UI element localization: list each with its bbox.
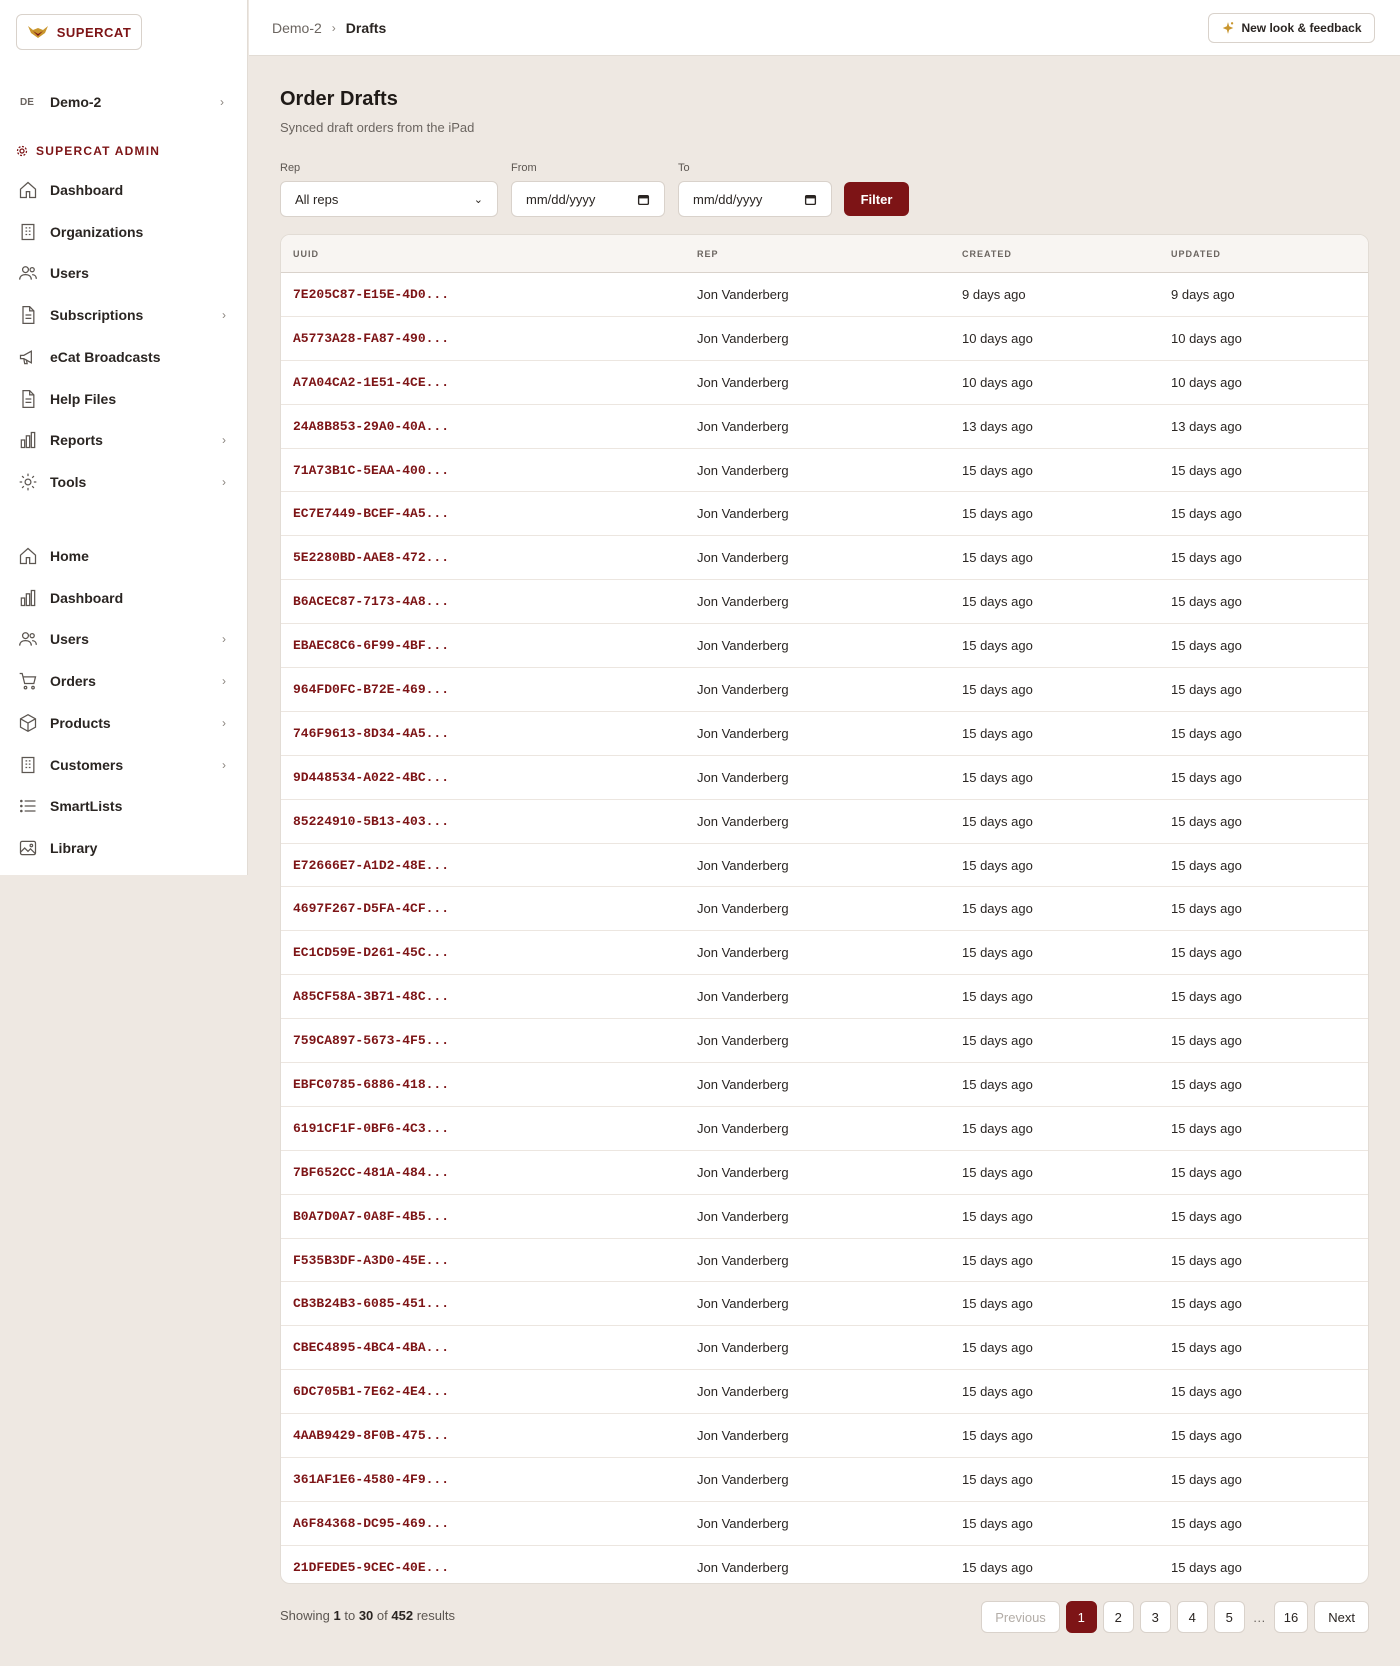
table-row[interactable] [281, 1414, 1368, 1458]
cell-rep: Jon Vanderberg [697, 769, 789, 785]
table-row[interactable] [281, 1107, 1368, 1151]
users-icon [16, 261, 40, 285]
showing-total: 452 [391, 1608, 414, 1623]
table-header [281, 235, 1368, 273]
cell-created: 15 days ago [962, 1164, 1033, 1180]
sidebar-item-dashboard[interactable] [0, 174, 248, 206]
chevron-right-icon: › [331, 20, 336, 35]
sidebar-item-label: Products [50, 714, 111, 731]
chevron-right-icon: › [222, 674, 226, 689]
supercat-logo-icon [27, 24, 49, 40]
cell-rep: Jon Vanderberg [697, 506, 789, 522]
column-header-created[interactable]: CREATED [962, 248, 1012, 259]
cell-updated: 15 days ago [1171, 594, 1242, 610]
cell-created: 15 days ago [962, 1560, 1033, 1576]
to-date-input[interactable] [678, 181, 832, 217]
drafts-table [280, 234, 1369, 1584]
cell-created: 15 days ago [962, 1340, 1033, 1356]
cell-uuid[interactable]: 6DC705B1-7E62-4E4... [293, 1384, 450, 1400]
home-icon [16, 178, 40, 202]
sidebar-item-tools[interactable] [0, 466, 248, 498]
cell-updated: 15 days ago [1171, 681, 1242, 697]
sidebar-item-dashboard[interactable] [0, 582, 248, 614]
building-icon [16, 753, 40, 777]
sidebar-item-label: Reports [50, 432, 103, 449]
sidebar-item-home[interactable] [0, 540, 248, 572]
rep-filter-label: Rep [280, 162, 301, 174]
sidebar-item-orders[interactable] [0, 665, 248, 697]
breadcrumb-current: Drafts [345, 19, 387, 36]
breadcrumb [272, 20, 386, 36]
table-row[interactable] [281, 800, 1368, 844]
table-row[interactable] [281, 1282, 1368, 1326]
cell-uuid[interactable]: 9D448534-A022-4BC... [293, 769, 450, 785]
cell-uuid[interactable]: 24A8B853-29A0-40A... [293, 418, 450, 434]
cell-updated: 15 days ago [1171, 989, 1242, 1005]
cell-rep: Jon Vanderberg [697, 1076, 789, 1092]
cell-uuid[interactable]: CBEC4895-4BC4-4BA... [293, 1340, 450, 1356]
rep-select[interactable] [280, 181, 498, 217]
bar-chart-icon [16, 586, 40, 610]
table-row[interactable] [281, 1458, 1368, 1502]
sidebar-item-label: Orders [50, 673, 96, 690]
cell-rep: Jon Vanderberg [697, 1428, 789, 1444]
cell-updated: 15 days ago [1171, 1471, 1242, 1487]
pagination-ellipsis: … [1252, 1609, 1266, 1625]
cell-uuid[interactable]: EC1CD59E-D261-45C... [293, 945, 450, 961]
previous-page-button[interactable]: Previous [981, 1601, 1060, 1633]
cell-created: 15 days ago [962, 945, 1033, 961]
chevron-right-icon: › [222, 757, 226, 772]
cell-created: 15 days ago [962, 1033, 1033, 1049]
table-row[interactable] [281, 1546, 1368, 1584]
cell-rep: Jon Vanderberg [697, 945, 789, 961]
cell-uuid[interactable]: 746F9613-8D34-4A5... [293, 725, 450, 741]
cell-created: 15 days ago [962, 594, 1033, 610]
cell-updated: 15 days ago [1171, 1428, 1242, 1444]
sidebar-item-label: eCat Broadcasts [50, 348, 161, 365]
cell-updated: 15 days ago [1171, 857, 1242, 873]
page-button-last[interactable]: 16 [1274, 1601, 1308, 1633]
cell-updated: 15 days ago [1171, 1340, 1242, 1356]
sidebar-item-label: Subscriptions [50, 307, 144, 324]
table-row[interactable] [281, 1019, 1368, 1063]
gear-icon [16, 470, 40, 494]
table-row[interactable] [281, 1151, 1368, 1195]
table-row[interactable] [281, 712, 1368, 756]
table-row[interactable] [281, 844, 1368, 888]
cell-rep: Jon Vanderberg [697, 989, 789, 1005]
cell-rep: Jon Vanderberg [697, 286, 789, 302]
table-row[interactable] [281, 756, 1368, 800]
cell-created: 15 days ago [962, 901, 1033, 917]
sidebar-item-help-files[interactable] [0, 383, 248, 415]
cell-updated: 15 days ago [1171, 1120, 1242, 1136]
table-row[interactable] [281, 624, 1368, 668]
cell-uuid[interactable]: 21DFEDE5-9CEC-40E... [293, 1560, 450, 1576]
cell-created: 15 days ago [962, 1384, 1033, 1400]
filter-button[interactable]: Filter [844, 182, 909, 216]
cell-created: 15 days ago [962, 725, 1033, 741]
cell-updated: 15 days ago [1171, 1208, 1242, 1224]
cell-updated: 15 days ago [1171, 1560, 1242, 1576]
cell-rep: Jon Vanderberg [697, 462, 789, 478]
users-icon [16, 627, 40, 651]
sidebar-item-label: Home [50, 548, 89, 564]
admin-section-heading [16, 144, 160, 158]
sidebar-item-subscriptions[interactable] [0, 299, 248, 331]
cell-uuid[interactable]: CB3B24B3-6085-451... [293, 1296, 450, 1312]
table-row[interactable] [281, 580, 1368, 624]
cell-updated: 13 days ago [1171, 418, 1242, 434]
showing-of-word: of [376, 1608, 388, 1623]
sidebar-item-label: Users [50, 265, 89, 282]
cell-updated: 15 days ago [1171, 1033, 1242, 1049]
document-icon [16, 387, 40, 411]
table-row[interactable] [281, 405, 1368, 449]
table-row[interactable] [281, 1502, 1368, 1546]
cell-updated: 15 days ago [1171, 901, 1242, 917]
page-button-1[interactable]: 1 [1066, 1601, 1097, 1633]
megaphone-icon [16, 345, 40, 369]
table-row[interactable] [281, 1326, 1368, 1370]
cell-uuid[interactable]: 5E2280BD-AAE8-472... [293, 550, 450, 566]
showing-prefix: Showing [280, 1608, 330, 1623]
chevron-down-icon: ⌄ [473, 193, 483, 206]
cell-uuid[interactable]: A7A04CA2-1E51-4CE... [293, 374, 450, 390]
cell-created: 15 days ago [962, 1428, 1033, 1444]
table-body [281, 273, 1368, 1584]
cell-created: 15 days ago [962, 1296, 1033, 1312]
cell-updated: 15 days ago [1171, 1296, 1242, 1312]
page-button-4[interactable]: 4 [1177, 1601, 1208, 1633]
table-row[interactable] [281, 317, 1368, 361]
cell-uuid[interactable]: 71A73B1C-5EAA-400... [293, 462, 450, 478]
chevron-right-icon: › [222, 715, 226, 730]
cell-created: 15 days ago [962, 1120, 1033, 1136]
showing-to: 30 [358, 1608, 374, 1623]
cell-updated: 10 days ago [1171, 330, 1242, 346]
table-row[interactable] [281, 492, 1368, 536]
cell-updated: 15 days ago [1171, 769, 1242, 785]
showing-from: 1 [333, 1608, 341, 1623]
cell-uuid[interactable]: B0A7D0A7-0A8F-4B5... [293, 1208, 450, 1224]
feedback-button[interactable] [1208, 13, 1375, 43]
chevron-right-icon: › [222, 474, 226, 489]
admin-heading-label: SUPERCAT ADMIN [36, 144, 161, 158]
document-icon [16, 303, 40, 327]
column-header-uuid[interactable]: UUID [293, 248, 319, 259]
cell-rep: Jon Vanderberg [697, 1296, 789, 1312]
home-icon [16, 544, 40, 568]
sidebar-item-label: Library [50, 839, 98, 856]
cart-icon [16, 669, 40, 693]
sidebar-item-products[interactable] [0, 707, 248, 739]
from-date-label: From [511, 162, 537, 174]
cell-uuid[interactable]: 361AF1E6-4580-4F9... [293, 1471, 450, 1487]
cell-uuid[interactable]: A85CF58A-3B71-48C... [293, 989, 450, 1005]
cell-rep: Jon Vanderberg [697, 901, 789, 917]
sidebar-item-reports[interactable] [0, 424, 248, 456]
sidebar-item-label: Organizations [50, 223, 144, 240]
sidebar [0, 0, 248, 875]
cell-updated: 15 days ago [1171, 725, 1242, 741]
cell-updated: 10 days ago [1171, 374, 1242, 390]
table-row[interactable] [281, 1239, 1368, 1283]
cell-uuid[interactable]: B6ACEC87-7173-4A8... [293, 594, 450, 610]
sidebar-item-users[interactable] [0, 257, 248, 289]
cell-uuid[interactable]: 7E205C87-E15E-4D0... [293, 286, 450, 302]
cell-updated: 15 days ago [1171, 462, 1242, 478]
pagination [981, 1601, 1369, 1633]
cell-created: 13 days ago [962, 418, 1033, 434]
box-icon [16, 711, 40, 735]
chevron-right-icon: › [220, 95, 224, 109]
topbar [249, 0, 1400, 56]
cell-rep: Jon Vanderberg [697, 1033, 789, 1049]
cell-rep: Jon Vanderberg [697, 418, 789, 434]
cell-rep: Jon Vanderberg [697, 1252, 789, 1268]
cell-uuid[interactable]: F535B3DF-A3D0-45E... [293, 1252, 450, 1268]
cell-uuid[interactable]: A5773A28-FA87-490... [293, 330, 450, 346]
sidebar-item-label: Customers [50, 756, 124, 773]
sidebar-item-label: Help Files [50, 390, 117, 407]
sidebar-item-library[interactable] [0, 832, 248, 864]
brand-logo[interactable] [16, 14, 142, 50]
cell-created: 15 days ago [962, 1208, 1033, 1224]
image-icon [16, 836, 40, 860]
cell-rep: Jon Vanderberg [697, 1164, 789, 1180]
showing-to-word: to [344, 1608, 356, 1623]
page-button-5[interactable]: 5 [1214, 1601, 1245, 1633]
table-row[interactable] [281, 536, 1368, 580]
sparkle-icon [1221, 21, 1235, 35]
list-icon [16, 794, 40, 818]
cell-uuid[interactable]: EBAEC8C6-6F99-4BF... [293, 638, 450, 654]
sidebar-item-users[interactable] [0, 623, 248, 655]
cell-updated: 15 days ago [1171, 1384, 1242, 1400]
table-row[interactable] [281, 361, 1368, 405]
cell-updated: 15 days ago [1171, 1164, 1242, 1180]
cell-updated: 9 days ago [1171, 286, 1235, 302]
cell-updated: 15 days ago [1171, 506, 1242, 522]
cell-rep: Jon Vanderberg [697, 681, 789, 697]
cell-uuid[interactable]: E72666E7-A1D2-48E... [293, 857, 450, 873]
page-title: Order Drafts [280, 88, 398, 110]
chevron-right-icon: › [222, 308, 226, 323]
cell-created: 15 days ago [962, 1076, 1033, 1092]
page-button-3[interactable]: 3 [1140, 1601, 1171, 1633]
cell-uuid[interactable]: 4AAB9429-8F0B-475... [293, 1428, 450, 1444]
cell-uuid[interactable]: EBFC0785-6886-418... [293, 1076, 450, 1092]
cell-rep: Jon Vanderberg [697, 374, 789, 390]
page-button-2[interactable]: 2 [1103, 1601, 1134, 1633]
cell-created: 15 days ago [962, 769, 1033, 785]
column-header-rep[interactable]: REP [697, 248, 719, 259]
sidebar-item-organizations[interactable] [0, 216, 248, 248]
cell-updated: 15 days ago [1171, 945, 1242, 961]
page-subtitle: Synced draft orders from the iPad [280, 120, 475, 135]
chevron-right-icon: › [222, 632, 226, 647]
cell-rep: Jon Vanderberg [697, 1384, 789, 1400]
cell-rep: Jon Vanderberg [697, 857, 789, 873]
cell-rep: Jon Vanderberg [697, 1208, 789, 1224]
from-date-input[interactable] [511, 181, 665, 217]
sidebar-item-label: Dashboard [50, 182, 124, 198]
org-abbreviation: DE [20, 96, 34, 108]
cell-updated: 15 days ago [1171, 1515, 1242, 1531]
table-row[interactable] [281, 975, 1368, 1019]
table-row[interactable] [281, 1195, 1368, 1239]
calendar-icon[interactable] [804, 193, 817, 206]
table-row[interactable] [281, 668, 1368, 712]
table-row[interactable] [281, 273, 1368, 317]
cell-uuid[interactable]: 6191CF1F-0BF6-4C3... [293, 1120, 450, 1136]
cell-uuid[interactable]: 7BF652CC-481A-484... [293, 1164, 450, 1180]
rep-select-value: All reps [295, 191, 339, 207]
org-switcher[interactable] [0, 88, 248, 116]
cell-created: 15 days ago [962, 681, 1033, 697]
cell-rep: Jon Vanderberg [697, 1560, 789, 1576]
cell-created: 15 days ago [962, 638, 1033, 654]
table-row[interactable] [281, 931, 1368, 975]
sidebar-item-label: Dashboard [50, 589, 124, 606]
from-date-placeholder: mm/dd/yyyy [526, 191, 596, 207]
cell-rep: Jon Vanderberg [697, 1340, 789, 1356]
cell-created: 15 days ago [962, 506, 1033, 522]
cell-rep: Jon Vanderberg [697, 725, 789, 741]
breadcrumb-parent[interactable]: Demo-2 [272, 19, 322, 36]
showing-results-word: results [416, 1608, 456, 1623]
building-icon [16, 220, 40, 244]
cell-uuid[interactable]: 4697F267-D5FA-4CF... [293, 901, 450, 917]
cell-rep: Jon Vanderberg [697, 1515, 789, 1531]
cell-rep: Jon Vanderberg [697, 550, 789, 566]
cell-updated: 15 days ago [1171, 813, 1242, 829]
cell-uuid[interactable]: 85224910-5B13-403... [293, 813, 450, 829]
sidebar-item-label: Users [50, 631, 89, 648]
column-header-updated[interactable]: UPDATED [1171, 248, 1221, 259]
cell-updated: 15 days ago [1171, 638, 1242, 654]
cell-created: 15 days ago [962, 462, 1033, 478]
cell-created: 15 days ago [962, 550, 1033, 566]
sidebar-item-label: Tools [50, 473, 87, 490]
to-date-label: To [678, 162, 690, 174]
cell-created: 15 days ago [962, 857, 1033, 873]
cell-updated: 15 days ago [1171, 550, 1242, 566]
cell-rep: Jon Vanderberg [697, 1471, 789, 1487]
bar-chart-icon [16, 428, 40, 452]
table-row[interactable] [281, 1370, 1368, 1414]
cell-created: 15 days ago [962, 1252, 1033, 1268]
sidebar-item-smartlists[interactable] [0, 790, 248, 822]
cell-rep: Jon Vanderberg [697, 1120, 789, 1136]
table-row[interactable] [281, 1063, 1368, 1107]
cell-uuid[interactable]: 964FD0FC-B72E-469... [293, 681, 450, 697]
to-date-placeholder: mm/dd/yyyy [693, 191, 763, 207]
table-row[interactable] [281, 449, 1368, 493]
table-row[interactable] [281, 887, 1368, 931]
chevron-right-icon: › [222, 433, 226, 448]
cell-created: 15 days ago [962, 813, 1033, 829]
feedback-label: New look & feedback [1241, 21, 1362, 35]
cell-rep: Jon Vanderberg [697, 638, 789, 654]
results-summary [280, 1608, 455, 1623]
cell-rep: Jon Vanderberg [697, 594, 789, 610]
gear-icon [16, 145, 28, 157]
cell-uuid[interactable]: A6F84368-DC95-469... [293, 1515, 450, 1531]
cell-created: 10 days ago [962, 374, 1033, 390]
cell-created: 15 days ago [962, 1471, 1033, 1487]
sidebar-item-customers[interactable] [0, 749, 248, 781]
cell-rep: Jon Vanderberg [697, 330, 789, 346]
cell-created: 9 days ago [962, 286, 1026, 302]
cell-uuid[interactable]: EC7E7449-BCEF-4A5... [293, 506, 450, 522]
cell-updated: 15 days ago [1171, 1076, 1242, 1092]
calendar-icon[interactable] [637, 193, 650, 206]
cell-created: 15 days ago [962, 1515, 1033, 1531]
cell-created: 15 days ago [962, 989, 1033, 1005]
brand-name: SUPERCAT [56, 24, 132, 40]
sidebar-item-label: SmartLists [50, 798, 123, 815]
cell-created: 10 days ago [962, 330, 1033, 346]
next-page-button[interactable]: Next [1314, 1601, 1369, 1633]
cell-updated: 15 days ago [1171, 1252, 1242, 1268]
org-name: Demo-2 [50, 94, 102, 110]
cell-rep: Jon Vanderberg [697, 813, 789, 829]
cell-uuid[interactable]: 759CA897-5673-4F5... [293, 1033, 450, 1049]
sidebar-item-ecat-broadcasts[interactable] [0, 341, 248, 373]
